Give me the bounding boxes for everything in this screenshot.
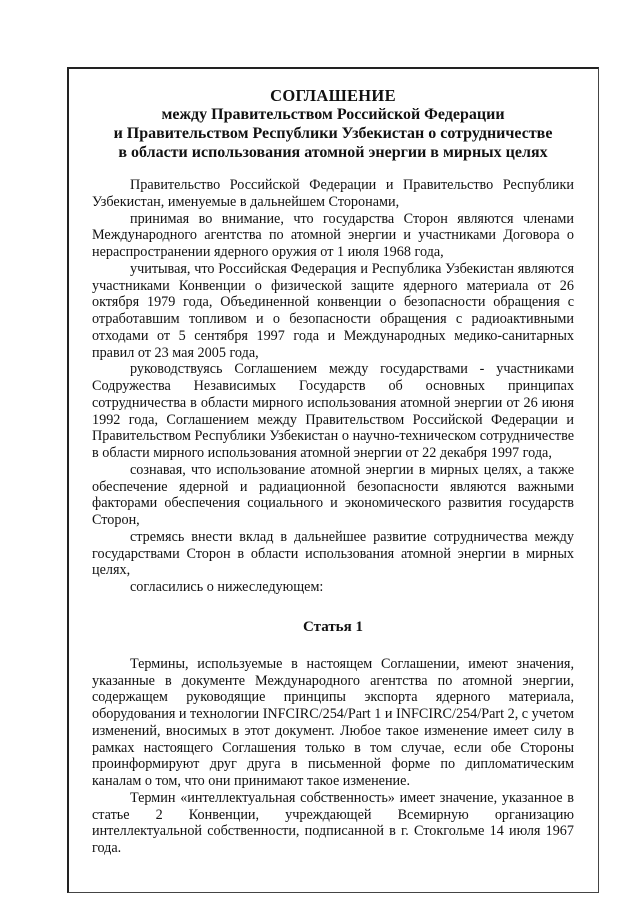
article-paragraph: Термин «интеллектуальная собственность» имеет значение, указанное в статье 2 Конвенции, учреждающей Всемирную организацию интеллектуальной собственности, подписанной в г. Стокгольме 14 июля 1967 года. [92,789,574,856]
article-paragraph: Термины, используемые в настоящем Соглашении, имеют значения, указанные в документе Международного агентства по атомной энергии, содержащем руководящие принципы экспорта ядерного материала, оборудования и технологии INFCIRC/254/Part 1 и INFCIRC/254/Part 2, с учетом изменений, вносимых в этот документ. Любое такое изменение имеет силу в рамках настоящего Соглашения только в том случае, если обе Стороны проинформируют друг друга в письменной форме по дипломатическим каналам о том, что они принимают такое изменение. [92,655,574,789]
preamble-paragraph: принимая во внимание, что государства Сторон являются членами Международного агентства по атомной энергии и участниками Договора о нераспространении ядерного оружия от 1 июля 1968 года, [92,210,574,260]
article-1-body [92,656,574,857]
title-main: СОГЛАШЕНИЕ [270,86,396,105]
preamble-paragraph: стремясь внести вклад в дальнейшее развитие сотрудничества между государствами Сторон в области использования атомной энергии в мирных целях, [92,528,574,579]
preamble-paragraph: Правительство Российской Федерации и Правительство Республики Узбекистан, именуемые в дальнейшем Сторонами, [92,177,574,210]
preamble-paragraph: согласились о нижеследующем: [130,579,324,595]
title-line-2: между Правительством Российской Федерации [161,106,505,123]
document-title [92,86,574,162]
article-heading: Статья 1 [303,618,363,635]
title-line-3: и Правительством Республики Узбекистан о сотрудничестве [113,125,553,142]
preamble [92,177,574,596]
title-line-4: в области использования атомной энергии в мирных целях [118,144,548,161]
preamble-paragraph: сознавая, что использование атомной энергии в мирных целях, а также обеспечение ядерной и радиационной безопасности являются важными факторами обеспечения социального и экономического развития государств Сторон, [92,461,574,528]
preamble-paragraph: учитывая, что Российская Федерация и Республика Узбекистан являются участниками Конвенции о физической защите ядерного материала от 26 октября 1979 года, Объединенной конвенции о безопасности обращения с отработавшим топливом и о безопасности обращения с радиоактивными отходами от 5 сентября 1997 года и Международных медико-санитарных правил от 23 мая 2005 года, [92,260,574,361]
document-content [92,86,574,857]
preamble-paragraph: руководствуясь Соглашением между государствами - участниками Содружества Независимых Государств об основных принципах сотрудничества в области мирного использования атомной энергии от 26 июня 1992 года, Соглашением между Правительством Российской Федерации и Правительством Республики Узбекистан о научно-техническом сотрудничестве в области мирного использования атомной энергии от 22 декабря 1997 года, [92,361,574,461]
